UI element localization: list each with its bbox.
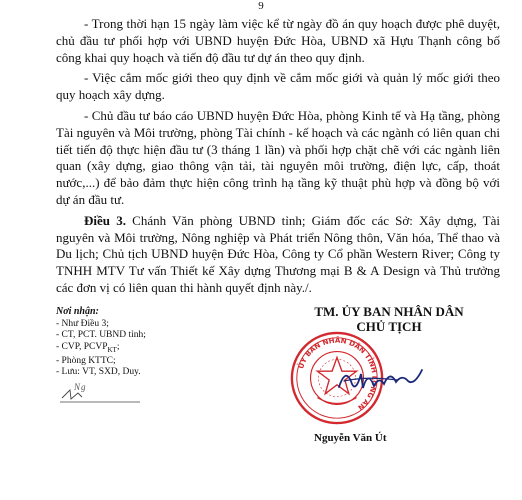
recipient-subscript: KT — [107, 345, 117, 354]
handwritten-signature — [336, 362, 426, 396]
recipients-list — [56, 306, 226, 378]
paragraph-announcement: - Trong thời hạn 15 ngày làm việc kể từ ngày đồ án quy hoạch được phê duyệt, chủ đầu tư phối hợp với UBND huyện Đức Hòa, UBND xã Hựu Thạnh công bố công khai quy hoạch và tiến độ đầu tư dự án theo quy định. — [56, 16, 500, 65]
paragraph-progress-report: - Chủ đầu tư báo cáo UBND huyện Đức Hòa, phòng Kinh tế và Hạ tầng, phòng Tài nguyên và Môi trường, phòng Tài chính - kế hoạch và các ngành có liên quan chi tiết tiến độ thực hiện đầu tư (3 tháng 1 lần) và phối hợp chặt chẽ với các ngành liên quan (xây dựng, giao thông vận tải, tài nguyên môi trường, điện lực, cấp, thoát nước,...) để bảo đảm thực hiện công trình hạ tầng kỹ thuật phù hợp và đồng bộ với dự án đầu tư. — [56, 107, 500, 207]
recipient-item: - CT, PCT. UBND tỉnh; — [56, 330, 146, 341]
page-number: 9 — [258, 0, 264, 12]
initials-mark — [58, 384, 142, 406]
paragraph-boundary-markers: - Việc cắm mốc giới theo quy định về cắm mốc giới và quản lý mốc giới theo quy hoạch xây dựng. — [56, 70, 500, 103]
initials-label: Ng — [74, 382, 87, 392]
recipient-item: - CVP, $PCVP_{KT}$; — [56, 341, 120, 354]
recipient-item: - Lưu: VT, SXD, Duy. — [56, 366, 141, 377]
signer-name: Nguyễn Văn Út — [314, 432, 387, 444]
signature-title: CHỦ TỊCH — [356, 319, 422, 334]
article-3-label: Điều 3. — [84, 212, 126, 228]
recipient-item: - Phòng KTTC; — [56, 355, 116, 366]
decision-body — [56, 16, 500, 301]
initials-scribble-icon — [58, 384, 142, 406]
recipient-item: - Như Điều 3; — [56, 319, 109, 330]
signature-org: TM. ỦY BAN NHÂN DÂN — [314, 304, 464, 319]
recipients-heading: Nơi nhận: — [56, 306, 99, 317]
article-3 — [56, 213, 500, 297]
seal-ring-text: ỦY BAN NHÂN DÂN TỈNH LONG AN — [296, 335, 380, 413]
article-3-text: Chánh Văn phòng UBND tỉnh; Giám đốc các Sở: Xây dựng, Tài nguyên và Môi trường, Nông nghiệp và Phát triển Nông thôn, Văn hóa, Thể thao và Du lịch; Chủ tịch UBND huyện Đức Hòa, Công ty Cổ phần Western River; Công ty TNHH MTV Tư vấn Thiết kế Xây dựng Thương mại B & A Design và Thủ trưởng các đơn vị có liên quan thi hành quyết định này./. — [56, 212, 501, 295]
